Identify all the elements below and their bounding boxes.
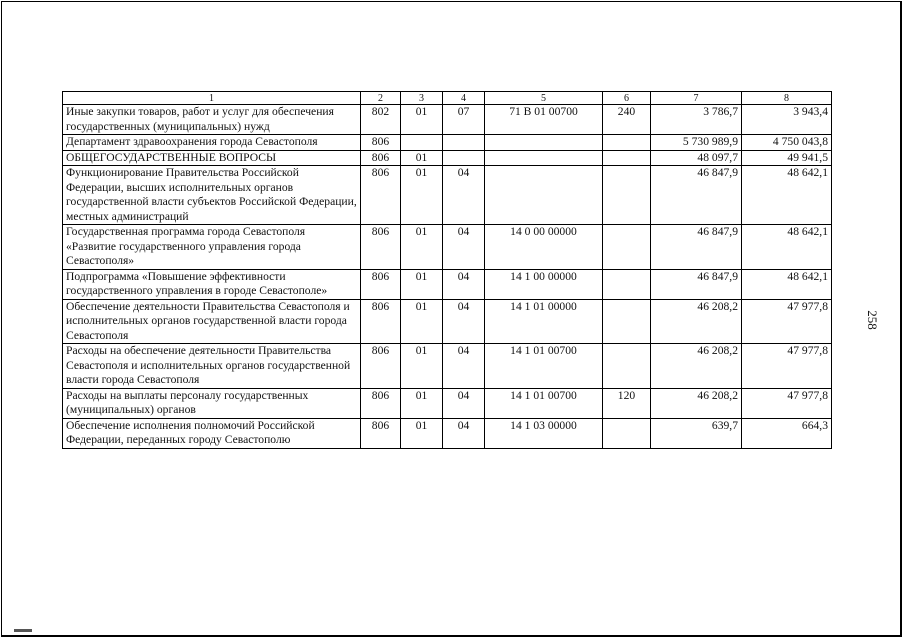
row-amount-col7: 5 730 989,9 — [651, 135, 742, 151]
row-expense-type — [603, 269, 651, 299]
row-amount-col8: 48 642,1 — [742, 166, 832, 225]
row-name: Расходы на выплаты персоналу государственных (муниципальных) органов — [63, 388, 361, 418]
row-name: Обеспечение деятельности Правительства Севастополя и исполнительных органов государственной власти города Севастополя — [63, 299, 361, 344]
header-col-4: 4 — [443, 92, 485, 105]
row-section-code: 01 — [401, 299, 443, 344]
row-target-article: 14 0 00 00000 — [485, 225, 603, 270]
row-amount-col8: 47 977,8 — [742, 388, 832, 418]
row-amount-col8: 48 642,1 — [742, 269, 832, 299]
row-section-code: 01 — [401, 225, 443, 270]
row-section-code: 01 — [401, 105, 443, 135]
row-expense-type — [603, 344, 651, 389]
row-department-code: 806 — [361, 150, 401, 166]
table-row — [63, 418, 832, 448]
row-amount-col8: 4 750 043,8 — [742, 135, 832, 151]
table-row — [63, 135, 832, 151]
row-subsection-code: 04 — [443, 225, 485, 270]
row-name: Департамент здравоохранения города Севастополя — [63, 135, 361, 151]
row-name: Иные закупки товаров, работ и услуг для обеспечения государственных (муниципальных) нужд — [63, 105, 361, 135]
row-expense-type — [603, 135, 651, 151]
row-subsection-code: 04 — [443, 344, 485, 389]
row-target-article — [485, 135, 603, 151]
row-section-code — [401, 135, 443, 151]
row-expense-type — [603, 299, 651, 344]
row-name: ОБЩЕГОСУДАРСТВЕННЫЕ ВОПРОСЫ — [63, 150, 361, 166]
row-target-article — [485, 166, 603, 225]
header-col-5: 5 — [485, 92, 603, 105]
row-section-code: 01 — [401, 388, 443, 418]
row-subsection-code: 04 — [443, 269, 485, 299]
row-subsection-code — [443, 135, 485, 151]
table-row — [63, 225, 832, 270]
header-col-8: 8 — [742, 92, 832, 105]
row-target-article: 14 1 01 00700 — [485, 344, 603, 389]
row-section-code: 01 — [401, 344, 443, 389]
row-amount-col7: 46 208,2 — [651, 388, 742, 418]
row-amount-col7: 46 847,9 — [651, 225, 742, 270]
row-amount-col7: 46 208,2 — [651, 299, 742, 344]
header-col-1: 1 — [63, 92, 361, 105]
row-expense-type — [603, 166, 651, 225]
row-target-article: 14 1 00 00000 — [485, 269, 603, 299]
row-amount-col8: 47 977,8 — [742, 344, 832, 389]
table-row — [63, 269, 832, 299]
row-amount-col7: 46 208,2 — [651, 344, 742, 389]
row-section-code: 01 — [401, 418, 443, 448]
page-number: 258 — [864, 310, 880, 330]
row-amount-col8: 48 642,1 — [742, 225, 832, 270]
table-row — [63, 388, 832, 418]
header-col-7: 7 — [651, 92, 742, 105]
row-expense-type: 120 — [603, 388, 651, 418]
row-department-code: 806 — [361, 269, 401, 299]
row-target-article: 71 В 01 00700 — [485, 105, 603, 135]
row-expense-type — [603, 150, 651, 166]
row-department-code: 806 — [361, 418, 401, 448]
row-amount-col7: 48 097,7 — [651, 150, 742, 166]
budget-table — [62, 91, 832, 449]
row-section-code: 01 — [401, 166, 443, 225]
row-target-article: 14 1 01 00700 — [485, 388, 603, 418]
row-section-code: 01 — [401, 269, 443, 299]
row-amount-col8: 664,3 — [742, 418, 832, 448]
table-row — [63, 105, 832, 135]
row-target-article: 14 1 01 00000 — [485, 299, 603, 344]
scan-mark — [14, 629, 32, 632]
table-row — [63, 344, 832, 389]
row-target-article — [485, 150, 603, 166]
row-department-code: 806 — [361, 135, 401, 151]
row-department-code: 806 — [361, 388, 401, 418]
row-department-code: 802 — [361, 105, 401, 135]
row-subsection-code — [443, 150, 485, 166]
row-amount-col8: 49 941,5 — [742, 150, 832, 166]
row-amount-col8: 47 977,8 — [742, 299, 832, 344]
row-expense-type — [603, 225, 651, 270]
row-subsection-code: 04 — [443, 388, 485, 418]
row-amount-col7: 639,7 — [651, 418, 742, 448]
row-section-code: 01 — [401, 150, 443, 166]
row-subsection-code: 04 — [443, 299, 485, 344]
header-col-3: 3 — [401, 92, 443, 105]
row-subsection-code: 04 — [443, 418, 485, 448]
table-header-row — [63, 92, 832, 105]
row-subsection-code: 07 — [443, 105, 485, 135]
row-name: Обеспечение исполнения полномочий Российской Федерации, переданных городу Севастополю — [63, 418, 361, 448]
table-row — [63, 299, 832, 344]
row-amount-col7: 3 786,7 — [651, 105, 742, 135]
table-row — [63, 150, 832, 166]
row-target-article: 14 1 03 00000 — [485, 418, 603, 448]
row-expense-type — [603, 418, 651, 448]
row-name: Функционирование Правительства Российской Федерации, высших исполнительных органов государственной власти субъектов Российской Федерации, местных администраций — [63, 166, 361, 225]
row-department-code: 806 — [361, 225, 401, 270]
header-col-6: 6 — [603, 92, 651, 105]
row-subsection-code: 04 — [443, 166, 485, 225]
header-col-2: 2 — [361, 92, 401, 105]
row-expense-type: 240 — [603, 105, 651, 135]
row-name: Государственная программа города Севастополя «Развитие государственного управления города Севастополя» — [63, 225, 361, 270]
row-amount-col8: 3 943,4 — [742, 105, 832, 135]
row-department-code: 806 — [361, 166, 401, 225]
row-department-code: 806 — [361, 299, 401, 344]
row-name: Подпрограмма «Повышение эффективности государственного управления в городе Севастополе» — [63, 269, 361, 299]
row-amount-col7: 46 847,9 — [651, 166, 742, 225]
row-amount-col7: 46 847,9 — [651, 269, 742, 299]
table-row — [63, 166, 832, 225]
row-department-code: 806 — [361, 344, 401, 389]
row-name: Расходы на обеспечение деятельности Правительства Севастополя и исполнительных органов государственной власти города Севастополя — [63, 344, 361, 389]
